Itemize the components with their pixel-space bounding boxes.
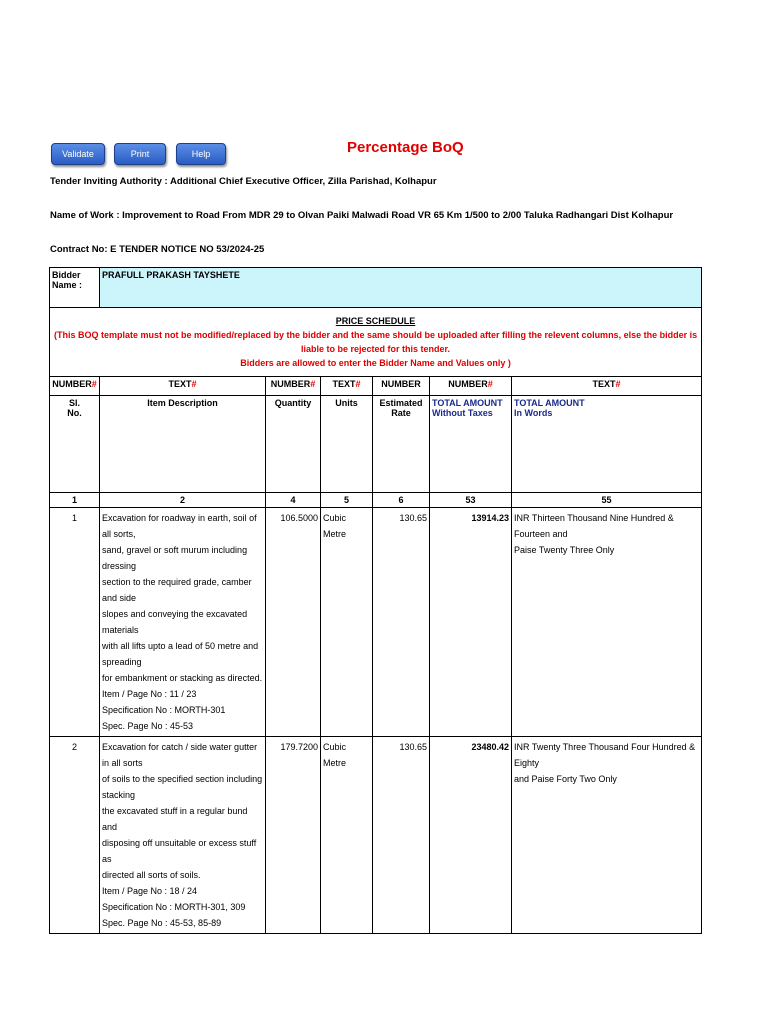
item-rate-input[interactable]: 130.65 <box>373 737 430 934</box>
hash-mark: # <box>615 379 621 389</box>
item-amount-in-words <box>512 737 702 934</box>
item-total-amount: 23480.42 <box>430 737 512 934</box>
description-line: Excavation for catch / side water gutter in all sorts <box>102 742 258 768</box>
column-number: 6 <box>373 493 430 508</box>
type-label: TEXT <box>592 379 616 389</box>
column-number: 55 <box>512 493 702 508</box>
header-quantity: Quantity <box>266 396 321 493</box>
description-line: Item / Page No : 11 / 23 <box>102 689 197 699</box>
type-label: NUMBER <box>448 379 488 389</box>
type-row <box>50 377 702 396</box>
description-line: Excavation for roadway in earth, soil of all sorts, <box>102 513 257 539</box>
validate-button[interactable]: Validate <box>51 143 105 165</box>
column-number: 4 <box>266 493 321 508</box>
column-number: 2 <box>100 493 266 508</box>
item-rate-input[interactable]: 130.65 <box>373 508 430 737</box>
description-line: slopes and conveying the excavated materials <box>102 609 248 635</box>
type-label: NUMBER <box>52 379 92 389</box>
table-row <box>50 737 702 934</box>
type-label: NUMBER <box>270 379 311 389</box>
column-number-row <box>50 493 702 508</box>
print-button[interactable]: Print <box>114 143 166 165</box>
item-quantity: 179.7200 <box>266 737 321 934</box>
header-total-without-taxes <box>430 396 512 493</box>
type-cell <box>100 377 266 396</box>
item-amount-in-words <box>512 508 702 737</box>
price-schedule-note-1: (This BOQ template must not be modified/replaced by the bidder and the same should be uploaded after filling the relevent columns, else the bidder is liable to be rejected for this tender. <box>53 330 698 354</box>
hash-mark: # <box>355 379 361 389</box>
type-label: TEXT <box>332 379 356 389</box>
description-line: directed all sorts of soils. <box>102 870 201 880</box>
header-sl-no <box>50 396 100 493</box>
description-line: of soils to the specified section including stacking <box>102 774 263 800</box>
contract-no: Contract No: E TENDER NOTICE NO 53/2024-25 <box>50 244 265 255</box>
help-button[interactable]: Help <box>176 143 226 165</box>
header-row <box>50 396 702 493</box>
boq-table <box>49 267 702 934</box>
type-label: TEXT <box>168 379 192 389</box>
description-line: Item / Page No : 18 / 24 <box>102 886 198 896</box>
description-line: Specification No : MORTH-301, 309 <box>102 902 246 912</box>
description-line: Spec. Page No : 45-53 <box>102 721 194 731</box>
words-line: INR Twenty Three Thousand Four Hundred & Eighty <box>514 742 696 768</box>
header-sl: Sl. <box>68 398 80 408</box>
hash-mark: # <box>487 379 493 389</box>
description-line: Spec. Page No : 45-53, 85-89 <box>102 918 222 928</box>
hash-mark: # <box>310 379 316 389</box>
description-line: Specification No : MORTH-301 <box>102 705 226 715</box>
table-row <box>50 508 702 737</box>
type-cell <box>373 377 430 396</box>
item-description <box>100 508 266 737</box>
item-quantity: 106.5000 <box>266 508 321 737</box>
description-line: for embankment or stacking as directed. <box>102 673 263 683</box>
description-line: disposing off unsuitable or excess stuff as <box>102 838 257 864</box>
item-units: Cubic Metre <box>321 508 373 737</box>
column-number: 5 <box>321 493 373 508</box>
words-line: and Paise Forty Two Only <box>514 774 617 784</box>
description-line: sand, gravel or soft murum including dressing <box>102 545 248 571</box>
description-line: with all lifts upto a lead of 50 metre and spreading <box>102 641 259 667</box>
description-line: the excavated stuff in a regular bund and <box>102 806 248 832</box>
words-line: INR Thirteen Thousand Nine Hundred & Fourteen and <box>514 513 674 539</box>
type-cell <box>266 377 321 396</box>
header-total-amount: TOTAL AMOUNT <box>514 398 585 408</box>
header-units: Units <box>321 396 373 493</box>
name-of-work: Name of Work : Improvement to Road From MDR 29 to Olvan Paiki Malwadi Road VR 65 Km 1/500 to 2/00 Taluka Radhangari Dist Kolhapur <box>50 210 674 221</box>
price-schedule-title: PRICE SCHEDULE <box>335 316 416 326</box>
item-sl-no: 1 <box>50 508 100 737</box>
type-cell <box>321 377 373 396</box>
type-cell <box>50 377 100 396</box>
column-number: 1 <box>50 493 100 508</box>
type-cell <box>512 377 702 396</box>
item-description <box>100 737 266 934</box>
header-in-words: In Words <box>514 408 553 418</box>
item-sl-no: 2 <box>50 737 100 934</box>
words-line: Paise Twenty Three Only <box>514 545 615 555</box>
page-title: Percentage BoQ <box>347 139 464 156</box>
bidder-name-input[interactable]: PRAFULL PRAKASH TAYSHETE <box>100 268 702 308</box>
header-total-in-words <box>512 396 702 493</box>
price-schedule-note-2: Bidders are allowed to enter the Bidder Name and Values only ) <box>240 358 511 368</box>
description-line: section to the required grade, camber and side <box>102 577 252 603</box>
item-total-amount: 13914.23 <box>430 508 512 737</box>
column-number: 53 <box>430 493 512 508</box>
header-total-amount: TOTAL AMOUNT <box>432 398 503 408</box>
type-label: NUMBER <box>381 379 421 389</box>
hash-mark: # <box>191 379 197 389</box>
header-without-taxes: Without Taxes <box>432 408 493 418</box>
type-cell <box>430 377 512 396</box>
header-no: No. <box>67 408 82 418</box>
item-units: Cubic Metre <box>321 737 373 934</box>
header-estimated-rate: Estimated Rate <box>373 396 430 493</box>
bidder-name-label: Bidder Name : <box>50 268 100 308</box>
tender-authority: Tender Inviting Authority : Additional Chief Executive Officer, Zilla Parishad, Kolhapur <box>50 176 437 187</box>
hash-mark: # <box>91 379 97 389</box>
header-item-description: Item Description <box>100 396 266 493</box>
